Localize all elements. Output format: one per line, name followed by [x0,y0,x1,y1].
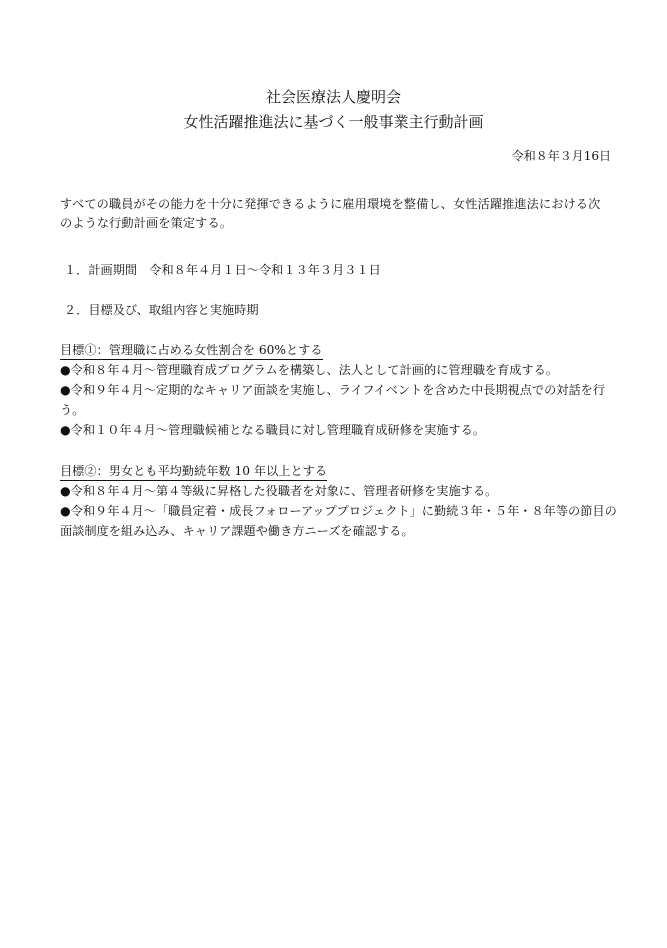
document-title: 女性活躍推進法に基づく一般事業主行動計画 [183,113,484,131]
goal-action-item-continued: 面談制度を組み込み、キャリア課題や働き方ニーズを確認する。 [60,524,414,538]
goal-action-item: ●令和１０年４月～管理職候補となる職員に対し管理職育成研修を実施する。 [60,423,486,437]
goal-action-item-continued: う。 [60,403,85,417]
document-date: 令和８年３月16日 [511,149,611,163]
goal-action-item: ●令和８年４月～管理職育成プログラムを構築し、法人として計画的に管理職を育成する。 [60,363,559,377]
intro-paragraph [60,195,620,233]
plan-period: １．計画期間 令和８年４月１日～令和１３年３月３１日 [64,263,381,277]
goal-block-2 [60,461,630,541]
goal-action-item: ●令和８年４月～第４等級に昇格した役職者を対象に、管理者研修を実施する。 [60,484,498,498]
intro-line: すべての職員がその能力を十分に発揮できるように雇用環境を整備し、女性活躍推進法における次 [60,197,601,211]
intro-line: のような行動計画を策定する。 [60,216,233,230]
goal-heading: 目標②：男女とも平均勤続年数 10 年以上とする [60,462,327,481]
organization-name: 社会医療法人慶明会 [265,88,401,106]
goal-action-item: ●令和９年４月～「職員定着・成長フォローアッププロジェクト」に勤続３年・５年・８年等の節目の [60,504,617,518]
goal-action-item: ●令和９年４月～定期的なキャリア面談を実施し、ライフイベントを含めた中長期視点での対話を行 [60,383,606,397]
goal-heading: 目標①：管理職に占める女性割合を 60%とする [60,341,323,360]
goal-block-1 [60,340,630,440]
goals-section-heading: ２．目標及び、取組内容と実施時期 [64,303,259,317]
